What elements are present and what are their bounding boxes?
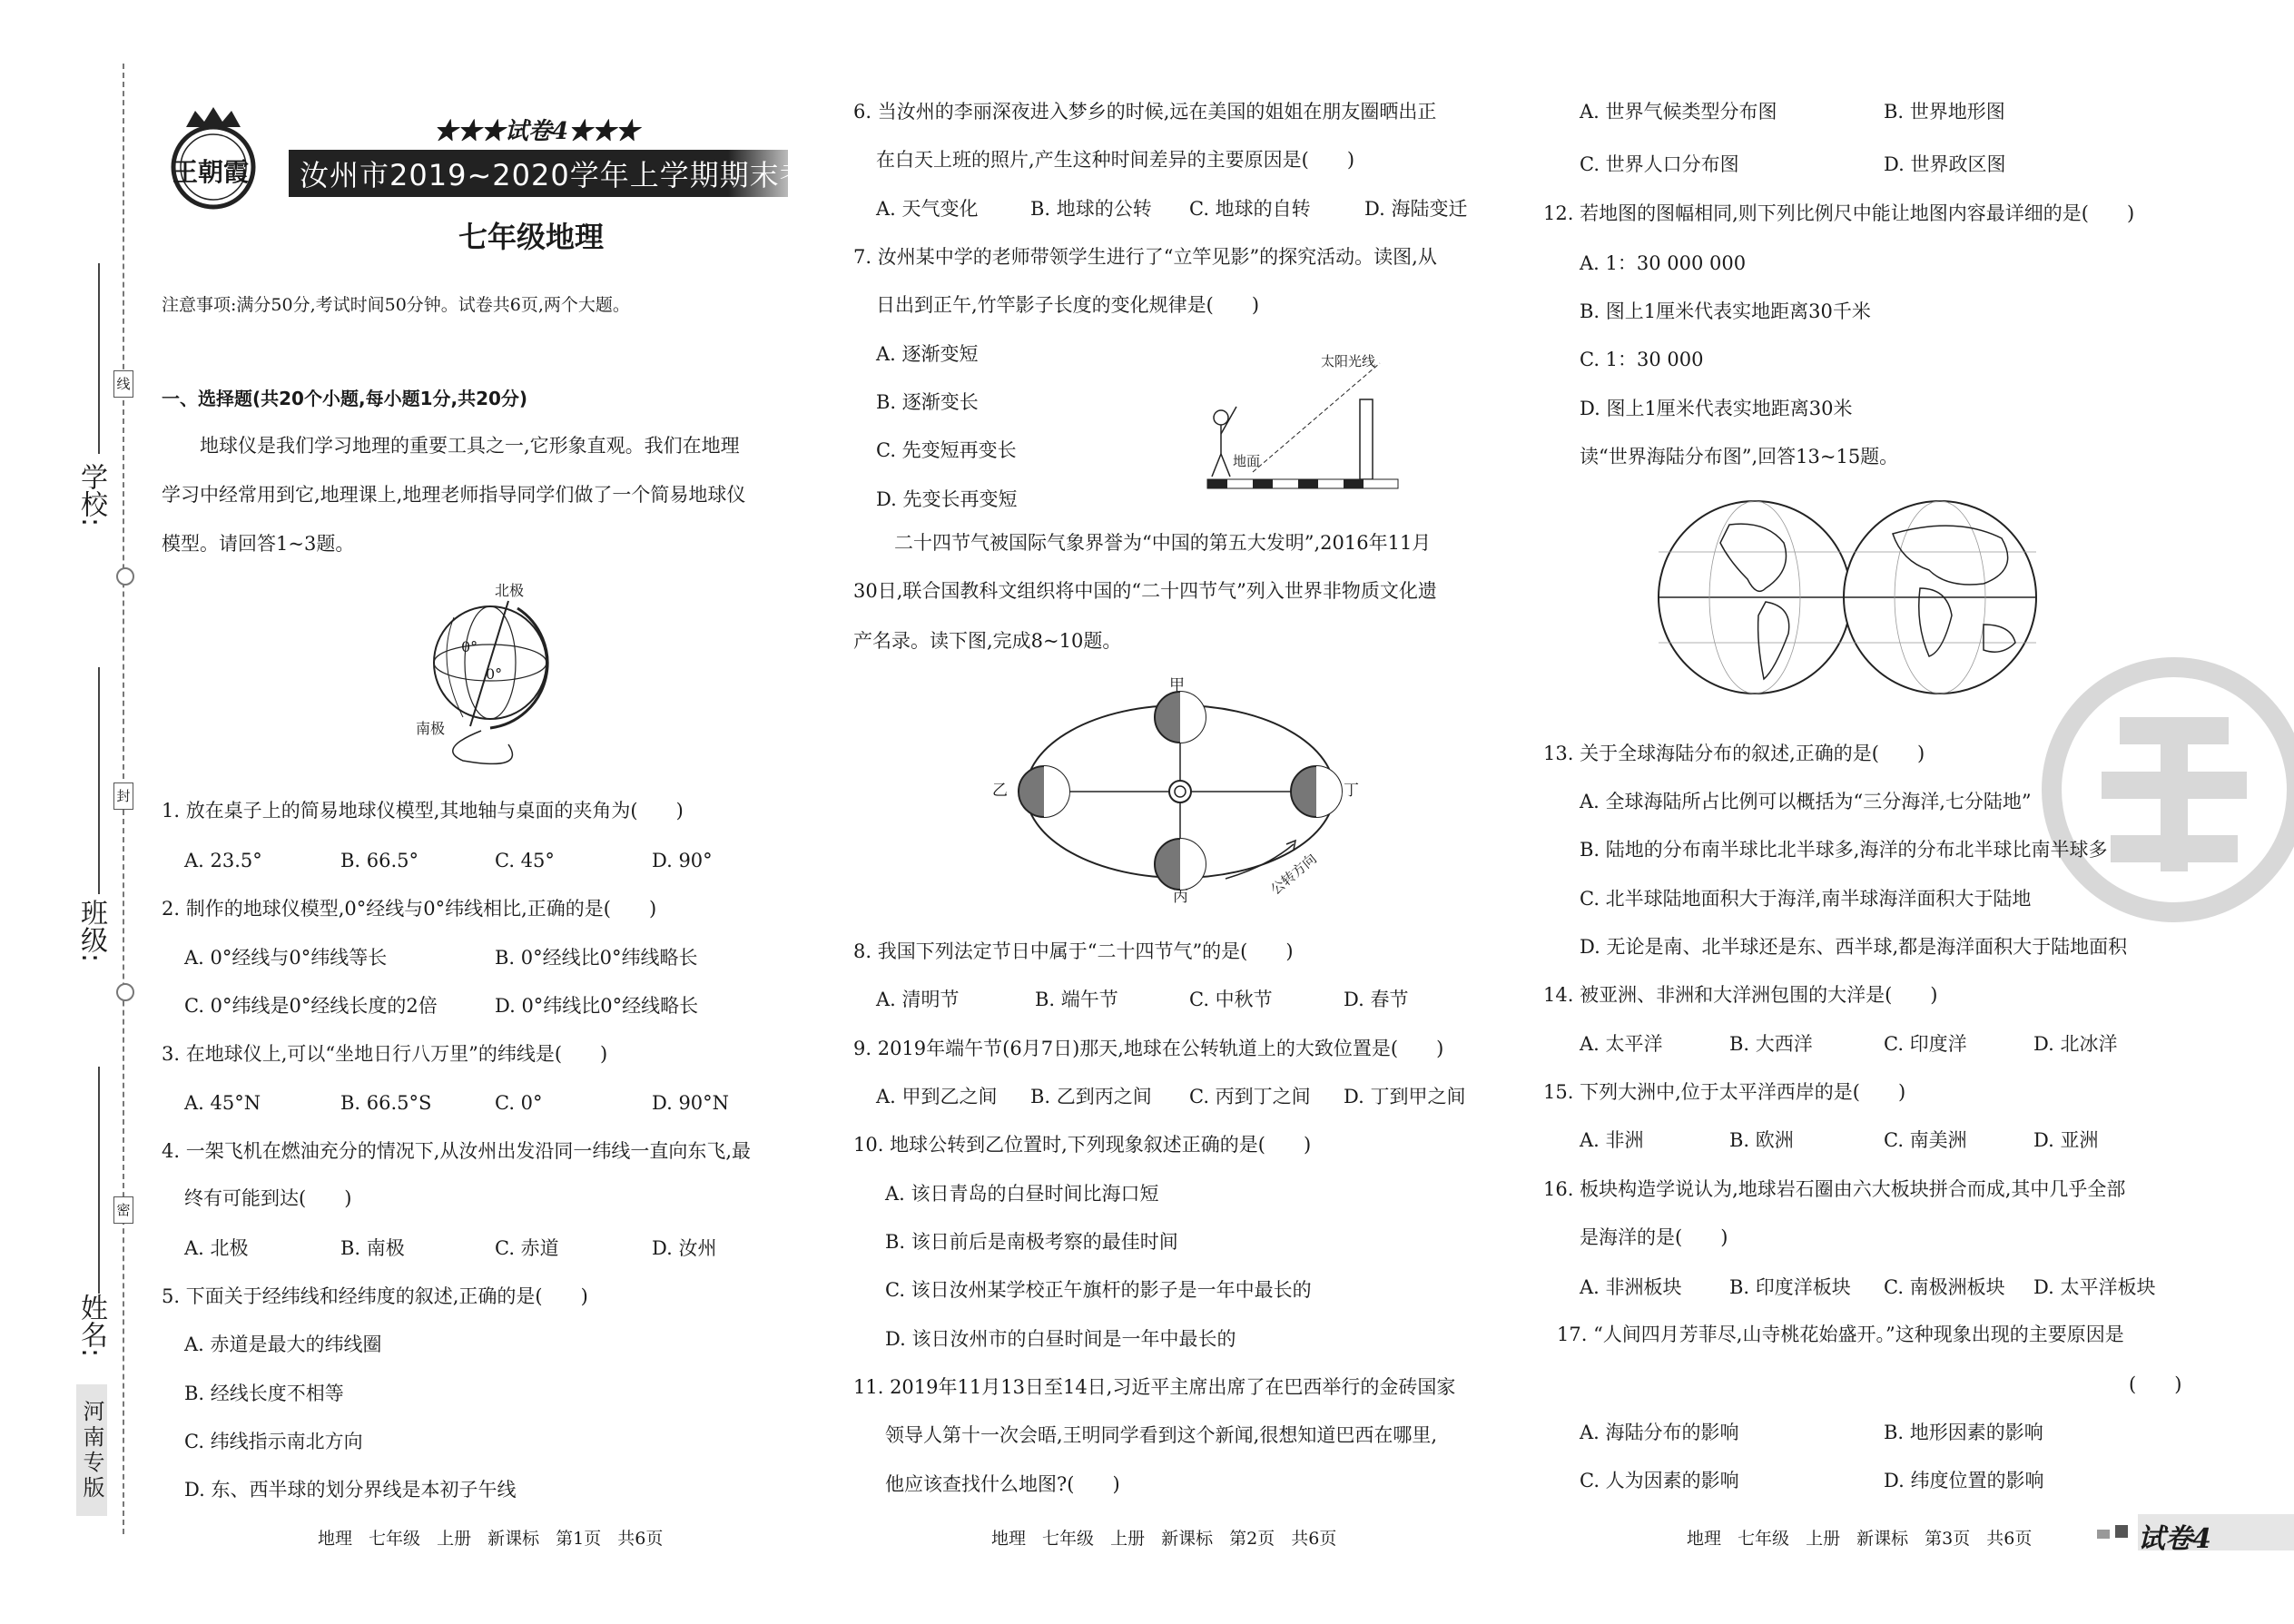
question-6: 6. 当汝州的李丽深夜进入梦乡的时候,远在美国的姐姐在朋友圈晒出正 [853,101,1437,123]
globe-label-north: 北极 [495,582,525,599]
q11-option-c: C. 世界人口分布图 [1580,153,1739,175]
edition-badge: 河南专版 [76,1384,107,1516]
q4-option-b: B. 南极 [340,1237,405,1259]
q2-option-c: C. 0°纬线是0°经线长度的2倍 [184,995,438,1017]
question-11: 11. 2019年11月13日至14日,习近平主席出席了在巴西举行的金砖国家 [853,1376,1456,1398]
q12-option-d: D. 图上1厘米代表实地距离30米 [1580,398,1853,419]
school-label: 学校: [75,463,107,527]
q8-option-d: D. 春节 [1344,989,1409,1010]
page-footer: 地理 七年级 上册 新课标 第2页 共6页 [991,1529,1337,1549]
q12-option-b: B. 图上1厘米代表实地距离30千米 [1580,300,1871,322]
subject-title: 七年级地理 [458,220,605,254]
page-footer: 地理 七年级 上册 新课标 第1页 共6页 [318,1529,664,1549]
orbit-label-jia: 甲 [1169,676,1185,694]
q7-option-c: C. 先变短再变长 [876,439,1017,461]
q10-option-b: B. 该日前后是南极考察的最佳时间 [885,1231,1178,1253]
footer-decoration [2097,1530,2110,1539]
q4-option-c: C. 赤道 [495,1237,559,1259]
q3-option-d: D. 90°N [652,1092,730,1114]
footer-decoration [2115,1525,2128,1538]
intro-line: 地球仪是我们学习地理的重要工具之一,它形象直观。我们在地理 [200,435,740,457]
class-blank-line [98,667,100,894]
q7-option-a: A. 逐渐变短 [876,343,979,365]
question-4-cont: 终有可能到达( ) [184,1187,352,1209]
q5-option-b: B. 经线长度不相等 [184,1383,344,1404]
q15-option-c: C. 南美洲 [1884,1129,1967,1151]
q13-option-c: C. 北半球陆地面积大于海洋,南半球海洋面积大于陆地 [1580,888,2032,910]
q17-option-b: B. 地形因素的影响 [1884,1422,2043,1443]
question-6-cont: 在白天上班的照片,产生这种时间差异的主要原因是( ) [876,149,1355,171]
q11-option-b: B. 世界地形图 [1884,101,2005,123]
q8-option-c: C. 中秋节 [1189,989,1273,1010]
shadow-experiment-figure [1198,345,1407,490]
q1-option-a: A. 23.5° [184,850,262,871]
map-intro: 读“世界海陆分布图”,回答13~15题。 [1580,446,1899,468]
name-blank-line [98,1067,100,1294]
question-11-cont: 领导人第十一次会晤,王明同学看到这个新闻,很想知道巴西在哪里, [885,1424,1438,1446]
q13-option-b: B. 陆地的分布南半球比北半球多,海洋的分布北半球比南半球多 [1580,839,2108,861]
question-13: 13. 关于全球海陆分布的叙述,正确的是( ) [1543,743,1925,764]
question-15: 15. 下列大洲中,位于太平洋西岸的是( ) [1543,1081,1906,1103]
q3-option-c: C. 0° [495,1092,543,1114]
q13-option-a: A. 全球海陆所占比例可以概括为“三分海洋,七分陆地” [1580,791,2032,812]
exam-title: 汝州市2019~2020学年上学期期末考试试卷 [300,158,900,192]
orbit-direction-label: 公转方向 [1267,850,1320,899]
intro-line: 产名录。读下图,完成8~10题。 [853,630,1122,652]
school-blank-line [98,263,100,454]
q10-option-d: D. 该日汝州市的白昼时间是一年中最长的 [885,1328,1236,1350]
question-1: 1. 放在桌子上的简易地球仪模型,其地轴与桌面的夹角为( ) [162,800,684,822]
q9-option-b: B. 乙到丙之间 [1030,1086,1152,1107]
question-11-cont: 他应该查找什么地图?( ) [885,1473,1120,1495]
q2-option-b: B. 0°经线比0°纬线略长 [495,947,698,969]
q5-option-a: A. 赤道是最大的纬线圈 [184,1334,382,1355]
q6-option-a: A. 天气变化 [876,198,979,220]
q14-option-c: C. 印度洋 [1884,1033,1967,1055]
world-sea-land-map [1657,497,2038,697]
paper-tag: ★★★试卷4★★★ [434,118,640,145]
question-7-cont: 日出到正午,竹竿影子长度的变化规律是( ) [876,294,1260,316]
q16-option-d: D. 太平洋板块 [2033,1276,2156,1298]
q2-option-d: D. 0°纬线比0°经线略长 [495,995,699,1017]
seal-seal-mark: 封 [113,782,133,810]
q11-option-a: A. 世界气候类型分布图 [1580,101,1777,123]
question-10: 10. 地球公转到乙位置时,下列现象叙述正确的是( ) [853,1134,1312,1156]
q5-option-d: D. 东、西半球的划分界线是本初子午线 [184,1479,517,1501]
question-3: 3. 在地球仪上,可以“坐地日行八万里”的纬线是( ) [162,1043,608,1065]
question-7: 7. 汝州某中学的老师带领学生进行了“立竿见影”的探究活动。读图,从 [853,246,1437,268]
q10-option-c: C. 该日汝州某学校正午旗杆的影子是一年中最长的 [885,1279,1312,1301]
question-2: 2. 制作的地球仪模型,0°经线与0°纬线相比,正确的是( ) [162,898,657,920]
intro-line: 学习中经常用到它,地理课上,地理老师指导同学们做了一个简易地球仪 [162,484,746,506]
fig-sun-ray-label: 太阳光线 [1321,353,1376,369]
q4-option-d: D. 汝州 [652,1237,717,1259]
binding-hole [116,567,134,586]
question-12: 12. 若地图的图幅相同,则下列比例尺中能让地图内容最详细的是( ) [1543,202,2135,224]
orbit-label-yi: 乙 [992,782,1008,800]
globe-label-south: 南极 [416,720,446,737]
seal-line-mark: 线 [113,370,133,398]
q14-option-a: A. 太平洋 [1580,1033,1663,1055]
q16-option-a: A. 非洲板块 [1580,1276,1682,1298]
question-14: 14. 被亚洲、非洲和大洋洲包围的大洋是( ) [1543,984,1938,1006]
q16-option-c: C. 南极洲板块 [1884,1276,2005,1298]
q12-option-a: A. 1：30 000 000 [1580,252,1747,274]
question-9: 9. 2019年端午节(6月7日)那天,地球在公转轨道上的大致位置是( ) [853,1038,1444,1059]
q6-option-c: C. 地球的自转 [1189,198,1311,220]
q5-option-c: C. 纬线指示南北方向 [184,1431,363,1452]
q8-option-a: A. 清明节 [876,989,960,1010]
exam-notice: 注意事项:满分50分,考试时间50分钟。试卷共6页,两个大题。 [162,295,630,315]
question-5: 5. 下面关于经纬线和经纬度的叙述,正确的是( ) [162,1285,588,1307]
orbit-label-bing: 丙 [1173,888,1188,906]
q7-option-b: B. 逐渐变长 [876,391,979,413]
question-4: 4. 一架飞机在燃油充分的情况下,从汝州出发沿同一纬线一直向东飞,最 [162,1140,752,1162]
class-label: 班级: [75,899,107,963]
footer-paper-tag: 试卷4 [2138,1523,2211,1555]
q17-option-a: A. 海陆分布的影响 [1580,1422,1739,1443]
intro-line: 二十四节气被国际气象界誉为“中国的第五大发明”,2016年11月 [894,532,1432,554]
globe-label-deg: 0° [486,665,503,683]
q4-option-a: A. 北极 [184,1237,249,1259]
page-footer: 地理 七年级 上册 新课标 第3页 共6页 [1687,1529,2033,1549]
q6-option-b: B. 地球的公转 [1030,198,1152,220]
confidential-watermark [2020,654,2294,926]
q11-option-d: D. 世界政区图 [1884,153,2006,175]
question-17: 17. “人间四月芳菲尽,山寺桃花始盛开。”这种现象出现的主要原因是 [1557,1324,2124,1345]
q9-option-d: D. 丁到甲之间 [1344,1086,1466,1107]
q12-option-c: C. 1：30 000 [1580,349,1704,370]
q3-option-b: B. 66.5°S [340,1092,432,1114]
q6-option-d: D. 海陆变迁 [1364,198,1468,220]
intro-line: 30日,联合国教科文组织将中国的“二十四节气”列入世界非物质文化遗 [853,580,1437,602]
question-17-cont: ( ) [2129,1373,2182,1395]
q7-option-d: D. 先变长再变短 [876,488,1018,510]
q9-option-c: C. 丙到丁之间 [1189,1086,1311,1107]
q2-option-a: A. 0°经线与0°纬线等长 [184,947,388,969]
question-16: 16. 板块构造学说认为,地球岩石圈由六大板块拼合而成,其中几乎全部 [1543,1178,2126,1200]
q10-option-a: A. 该日青岛的白昼时间比海口短 [885,1183,1159,1205]
q8-option-b: B. 端午节 [1035,989,1118,1010]
globe-label-deg: 0° [461,638,478,655]
q17-option-d: D. 纬度位置的影响 [1884,1470,2044,1491]
q14-option-d: D. 北冰洋 [2033,1033,2118,1055]
q1-option-c: C. 45° [495,850,555,871]
q9-option-a: A. 甲到乙之间 [876,1086,998,1107]
q14-option-b: B. 大西洋 [1729,1033,1813,1055]
section-title: 一、选择题(共20个小题,每小题1分,共20分) [162,388,528,409]
q15-option-b: B. 欧洲 [1729,1129,1794,1151]
binding-hole [116,983,134,1001]
question-16-cont: 是海洋的是( ) [1580,1226,1728,1248]
q15-option-d: D. 亚洲 [2033,1129,2099,1151]
q1-option-d: D. 90° [652,850,713,871]
publisher-logo-text: 王朝霞 [172,157,250,187]
seal-close-mark: 密 [113,1196,133,1224]
q15-option-a: A. 非洲 [1580,1129,1644,1151]
name-label: 姓名: [75,1294,107,1358]
fig-ground-label: 地面 [1233,453,1261,469]
orbit-label-ding: 丁 [1344,782,1359,800]
q16-option-b: B. 印度洋板块 [1729,1276,1851,1298]
question-8: 8. 我国下列法定节日中属于“二十四节气”的是( ) [853,940,1294,962]
q3-option-a: A. 45°N [184,1092,261,1114]
q13-option-d: D. 无论是南、北半球还是东、西半球,都是海洋面积大于陆地面积 [1580,936,2128,958]
intro-line: 模型。请回答1~3题。 [162,533,355,555]
q1-option-b: B. 66.5° [340,850,419,871]
q17-option-c: C. 人为因素的影响 [1580,1470,1739,1491]
